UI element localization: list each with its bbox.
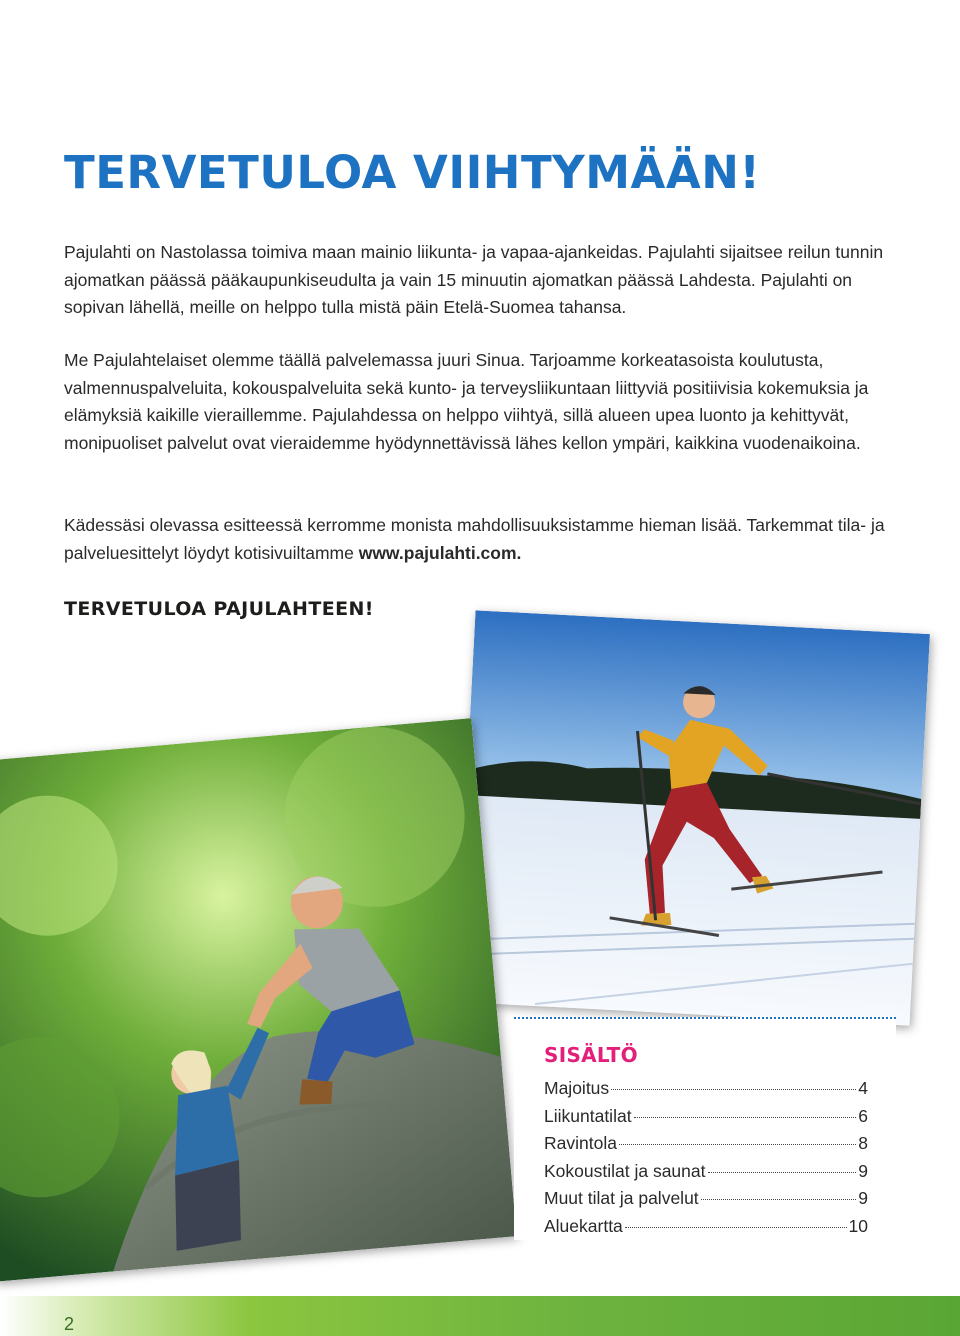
toc-item-label: Kokoustilat ja saunat [544, 1160, 706, 1181]
intro-paragraph-2: Me Pajulahtelaiset olemme täällä palvelemassa juuri Sinua. Tarjoamme korkeatasoista koulutusta, valmennuspalveluita, kokouspalveluita sekä kunto- ja terveysliikuntaan liittyviä positiivisia kokemuksia ja elämyksiä kaikille vieraillemme. Pajulahdessa on helppo viihtyä, sillä alueen upea luonto ja kehittyvät, monipuoliset palvelut ovat vieraidemme hyödynnettävissä lähes kellon ympäri, kaikkina vuodenaikoina. [64, 350, 869, 453]
hikers-photo [0, 718, 517, 1282]
toc-item-page: 4 [858, 1078, 868, 1098]
toc-item-ravintola[interactable] [544, 1130, 868, 1158]
toc-item-page: 9 [858, 1188, 868, 1208]
skier-photo [455, 610, 930, 1025]
toc-leader-dots [634, 1117, 857, 1118]
welcome-subheading: TERVETULOA PAJULAHTEEN! [64, 598, 374, 620]
toc-item-label: Ravintola [544, 1133, 617, 1153]
toc-leader-dots [708, 1172, 857, 1173]
page-number: 2 [64, 1314, 75, 1334]
toc-item-label: Liikuntatilat [544, 1105, 632, 1126]
toc-leader-dots [619, 1144, 856, 1145]
toc-list [514, 1075, 896, 1240]
toc-leader-dots [625, 1227, 847, 1228]
toc-item-majoitus[interactable] [544, 1075, 868, 1103]
toc-item-label: Aluekartta [544, 1215, 623, 1236]
intro-paragraph-3 [64, 512, 904, 567]
toc-item-kokoustilat[interactable] [544, 1158, 868, 1186]
toc-leader-dots [611, 1089, 856, 1090]
toc-title: SISÄLTÖ [544, 1043, 638, 1067]
toc-leader-dots [701, 1199, 857, 1200]
toc-item-page: 10 [848, 1215, 868, 1236]
toc-item-page: 6 [858, 1105, 868, 1126]
toc-item-page: 8 [858, 1133, 868, 1153]
table-of-contents [514, 1017, 896, 1240]
toc-item-liikuntatilat[interactable] [544, 1103, 868, 1131]
page-title: TERVETULOA VIIHTYMÄÄN! [64, 146, 761, 199]
toc-item-label: Majoitus [544, 1078, 610, 1098]
intro-paragraph-1: Pajulahti on Nastolassa toimiva maan mainio liikunta- ja vapaa-ajankeidas. Pajulahti sijaitsee reilun tunnin ajomatkan päässä pääkaupunkiseudulta ja vain 15 minuutin ajomatkan päässä Lahdesta. Pajulahti on sopivan lähellä, meille on helppo tulla mistä päin Etelä-Suomea tahansa. [64, 242, 884, 317]
intro-paragraph-3-text: Kädessäsi olevassa esitteessä kerromme monista mahdollisuuksistamme hieman lisää. Tarkemmat tila- ja palveluesittelyt löydyt kotisivuiltamme [64, 515, 885, 563]
footer-bar [0, 1296, 960, 1336]
toc-item-muut-tilat[interactable] [544, 1185, 868, 1213]
toc-item-page: 9 [858, 1160, 868, 1181]
website-link[interactable]: www.pajulahti.com. [358, 542, 522, 563]
toc-item-label: Muut tilat ja palvelut [544, 1188, 699, 1208]
toc-item-aluekartta[interactable] [544, 1213, 868, 1241]
